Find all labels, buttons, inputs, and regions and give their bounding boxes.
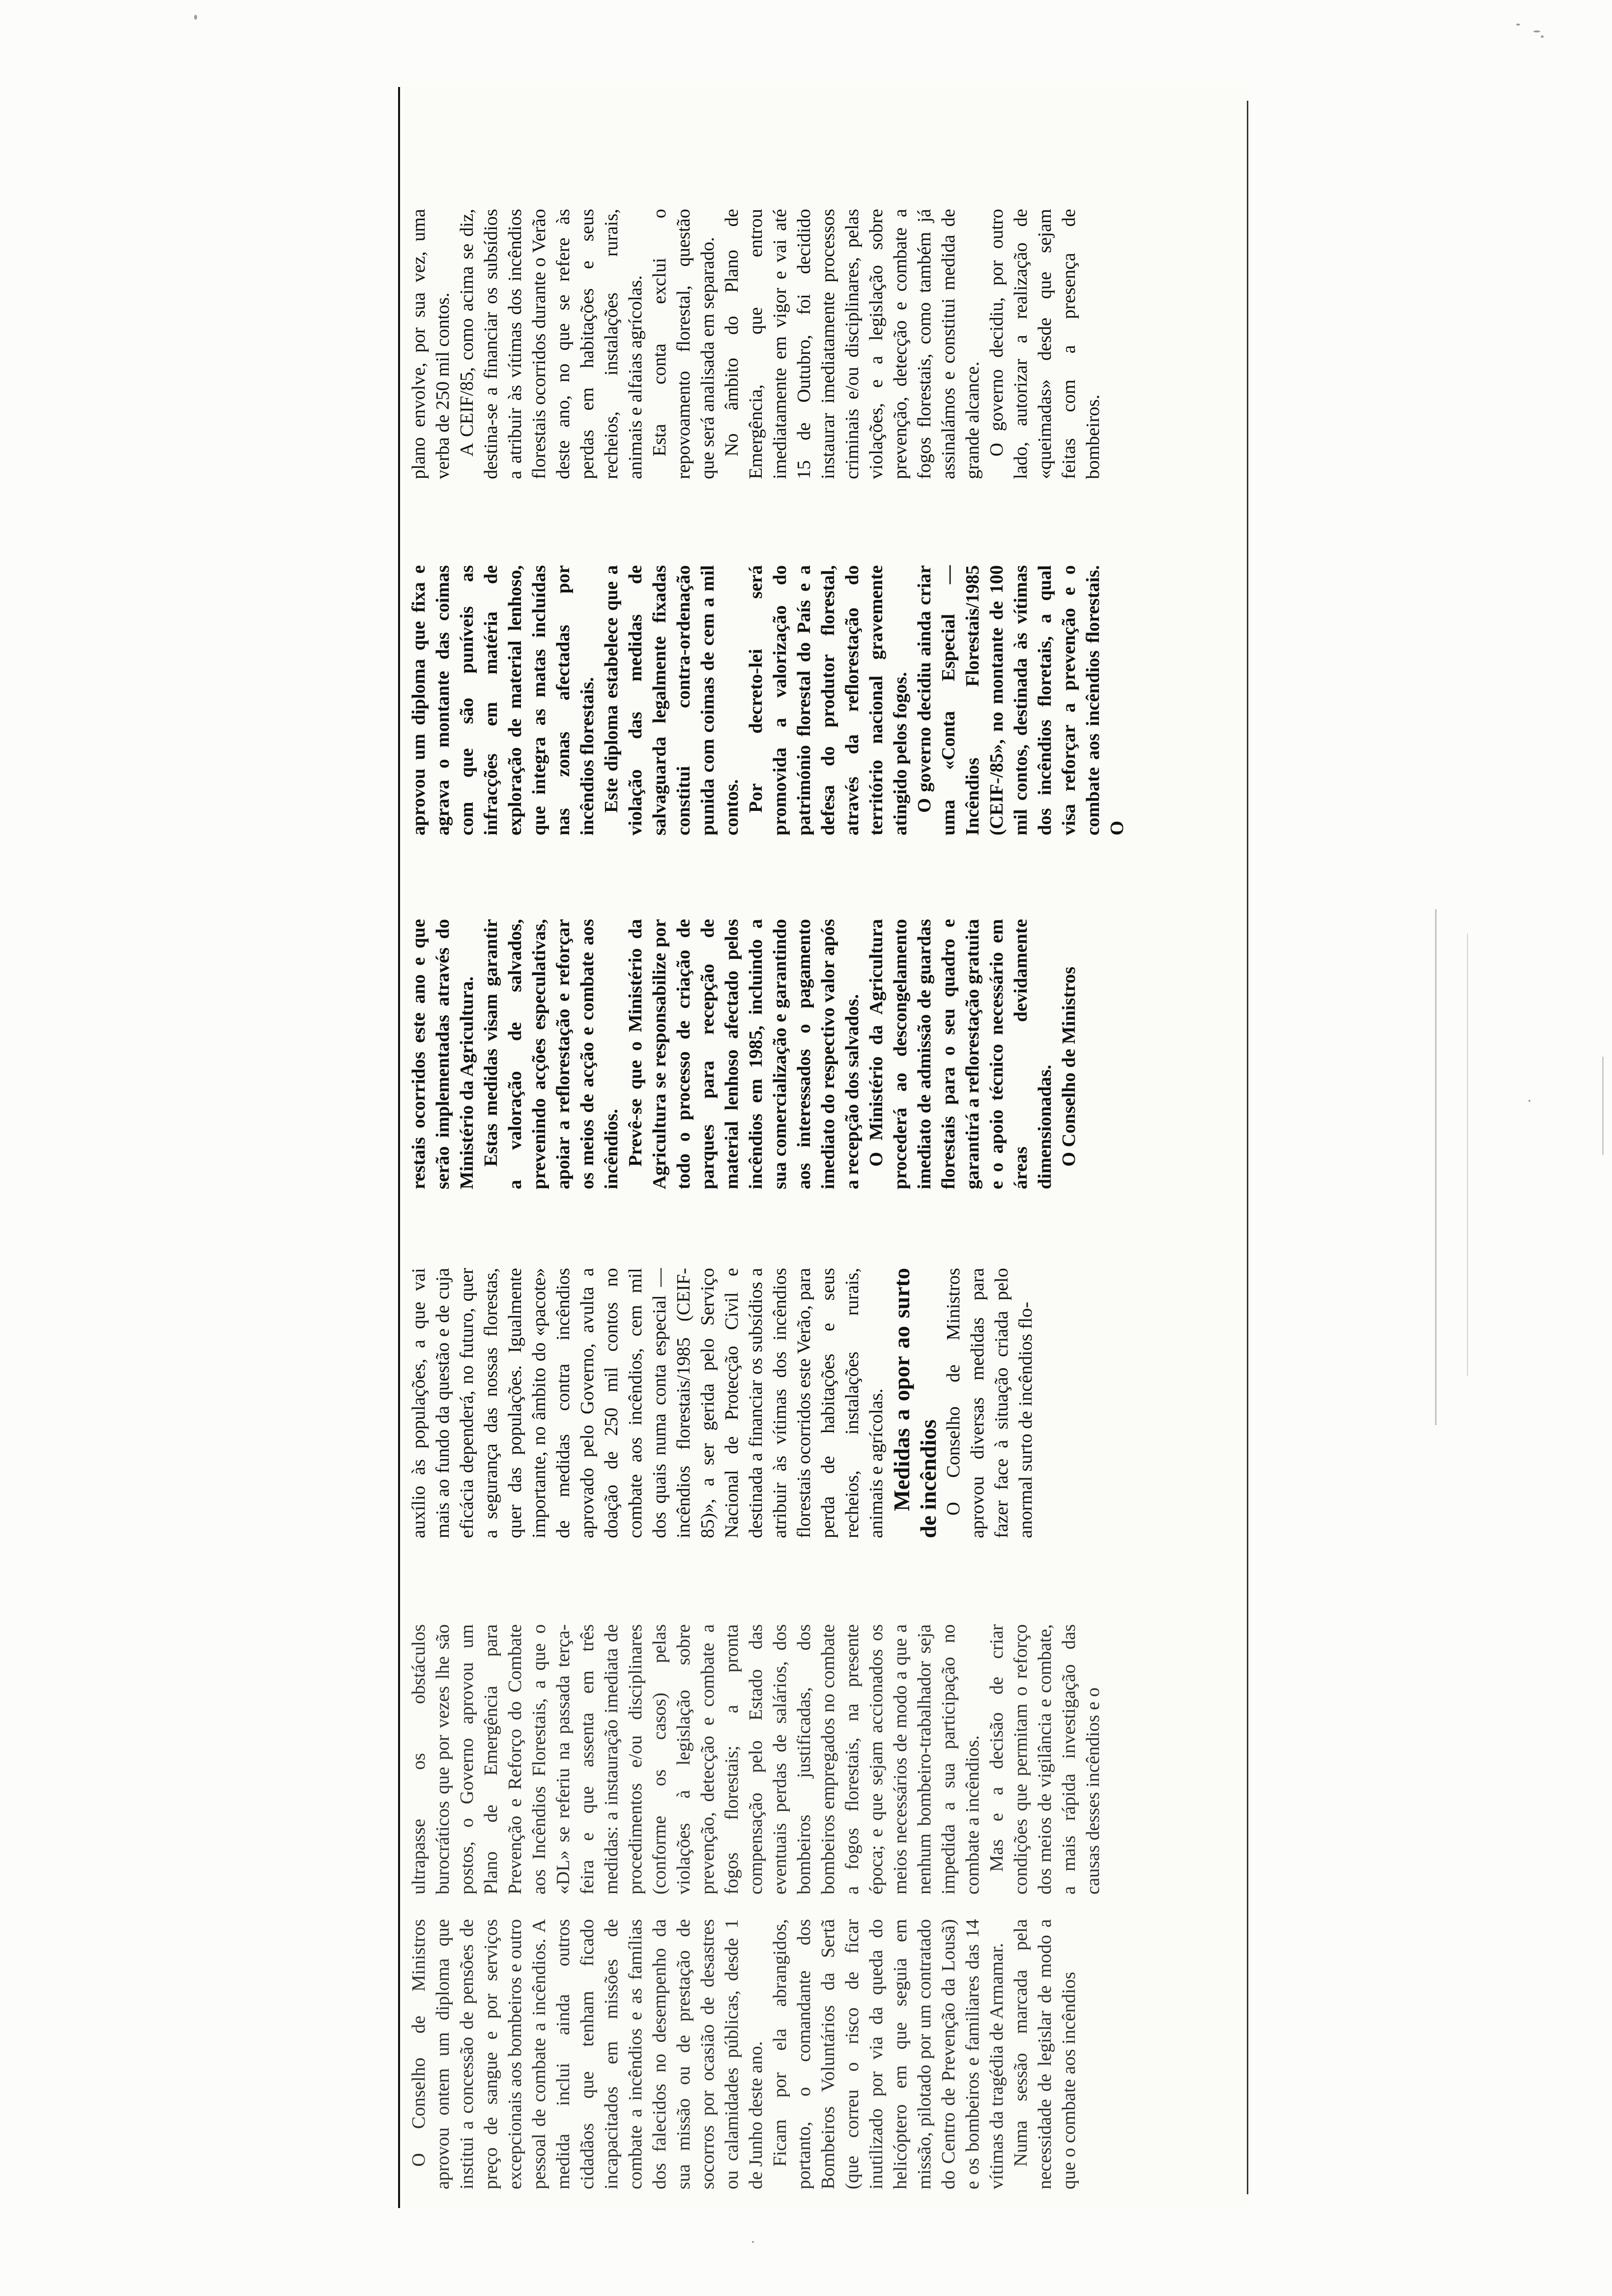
paragraph: Numa sessão marcada pela necessidade de legislar de modo a que o combate aos incêndios	[1010, 1919, 1079, 2189]
paragraph: Prevê-se que o Ministério da Agricultura se responsabilize por todo o processo de criação de parques para recepção de material lenhoso afectado pelos incêndios em 1985, incluindo a sua comercialização e garantindo aos interessados o pagamento imediato do respectivo valor após a recepção dos salvados.	[625, 919, 863, 1189]
paragraph: Esta conta exclui o repovoamento florestal, questão que será analisada em separado.	[649, 209, 718, 479]
paragraph: Este diploma estabelece que a violação das medidas de salvaguarda legalmente fixadas constitui contra-ordenação punida com coimas de cem a mil contos.	[601, 565, 742, 835]
paragraph: ultrapasse os obstáculos burocráticos que por vezes lhe são postos, o Governo aprovou um Plano de Emergência para Prevenção e Reforço do Combate aos Incêndios Florestais, a que o «DL» se referiu na passada terça-feira e que assenta em três medidas: a instauração imediata de procedimentos e/ou disciplinares (conforme os casos) pelas violações à legislação sobre prevenção, detecção e combate a fogos florestais; a pronta compensação pelo Estado das eventuais perdas de salários, dos bombeiros justificadas, dos bombeiros empregados no combate a fogos florestais, na presente época; e que sejam accionados os meios necessários de modo a que a nenhum bombeiro-trabalhador seja impedida a sua participação no combate a incêndios.	[408, 1624, 983, 1894]
paragraph: O Conselho de Ministros aprovou ontem um diploma que institui a concessão de pensões de preço de sangue e por serviços excepcionais aos bombeiros e outro pessoal de combate a incêndios. A medida inclui ainda outros cidadãos que tenham ficado incapacitados em missões de combate a incêndios e as famílias dos falecidos no desempenho da sua missão ou de prestação de socorros por ocasião de desastres ou calamidades públicas, desde 1 de Junho deste ano.	[408, 1919, 766, 2189]
article-column-2	[407, 1624, 1243, 1894]
clipping-top-rule	[398, 87, 400, 2208]
paragraph: Ficam por ela abrangidos, portanto, o comandante dos Bombeiros Voluntários da Sertã (que correu o risco de ficar inutilizado por via da queda do helicóptero em que seguia em missão, pilotado por um contratado do Centro de Prevenção da Lousã) e os bombeiros e familiares das 14 vítimas da tragédia de Armamar.	[770, 1919, 1007, 2189]
article-column-6	[407, 209, 1243, 479]
section-subheading: Medidas a opor ao surto de incêndios	[889, 1268, 941, 1538]
scan-speck	[1541, 35, 1544, 38]
paragraph: Por decreto-lei será promovida a valorização do património florestal do País e a defesa do produtor florestal, através da reflorestação do território nacional gravemente atingido pelos fogos.	[746, 565, 911, 835]
scan-speck	[1516, 24, 1520, 26]
article-column-4	[407, 919, 1243, 1189]
paragraph: O Conselho de Ministros aprovou diversas medidas para fazer face à situação criada pelo anormal surto de incêndios flo-	[943, 1268, 1036, 1538]
paragraph: Mas e a decisão de criar condições que permitam o reforço dos meios de vigilância e combate, a mais rápida investigação das causas desses incêndios e o	[986, 1624, 1103, 1894]
paragraph: plano envolve, por sua vez, uma verba de 250 mil contos.	[408, 209, 453, 479]
paragraph: O governo decidiu, por outro lado, autorizar a realização de «queimadas» desde que sejam feitas com a presença de bombeiros.	[986, 209, 1103, 479]
newspaper-clipping	[398, 86, 1248, 2209]
paragraph: auxílio às populações, a que vai mais ao fundo da questão e de cuja eficácia dependerá, no futuro, quer a segurança das nossas florestas, quer das populações. Igualmente importante, no âmbito do «pacote» de medidas contra incêndios aprovado pelo Governo, avulta a doação de 250 mil contos no combate aos incêndios, cem mil dos quais numa conta especial — incêndios florestais/1985 (CEIF-85)», a ser gerida pelo Serviço Nacional de Protecção Civil e destinada a financiar os subsídios a atribuir às vítimas dos incêndios florestais ocorridos este Verão, para perda de habitações e seus recheios, instalações rurais, animais e agrícolas.	[408, 1268, 887, 1538]
scan-speck	[1528, 1100, 1530, 1102]
scan-edge-noise	[1602, 1057, 1604, 1155]
paragraph: aprovou um diploma que fixa e agrava o montante das coimas com que são puníveis as infracções em matéria de exploração de material lenhoso, que integra as matas incluídas nas zonas afectadas por incêndios florestais.	[408, 565, 598, 835]
paragraph: restais ocorridos este ano e que serão implementadas através do Ministério da Agricultura.	[408, 919, 477, 1189]
paragraph: O Conselho de Ministros	[1059, 967, 1079, 1167]
article-column-5	[407, 565, 1243, 835]
paragraph: O governo decidiu ainda criar uma «Conta Especial — Incêndios Florestais/1985 (CEIF-/85», no montante de 100 mil contos, destinada às vítimas dos incêndios floretais, a qual visa reforçar a prevenção e o combate aos incêndios florestais. O	[914, 565, 1127, 835]
paragraph: Estas medidas visam garantir a valoração de salvados, prevenindo acções especulativas, apoiar a reflorestação e reforçar os meios de acção e combate aos incêndios.	[481, 919, 622, 1189]
scan-edge-noise	[1435, 909, 1437, 1425]
scan-speck	[1533, 30, 1540, 32]
paragraph: O Ministério da Agricultura procederá ao descongelamento imediato de admissão de guardas florestais para o seu quadro e garantirá a reflorestação gratuita e o apoio técnico necessário em áreas devidamente dimensionadas.	[866, 919, 1055, 1189]
scan-edge-noise	[1467, 934, 1468, 1376]
clipping-bottom-rule	[1247, 101, 1248, 2194]
scan-speck	[194, 15, 197, 20]
article-column-3	[407, 1268, 1243, 1538]
article-column-1	[407, 1919, 1243, 2189]
scan-speck	[752, 2241, 754, 2243]
paragraph: A CEIF/85, como acima se diz, destina-se a financiar os subsídios a atribuir às vítimas dos incêndios florestais ocorridos durante o Verão deste ano, no que se refere às perdas em habitações e seus recheios, instalações rurais, animais e alfaias agrícolas.	[457, 209, 646, 479]
paragraph: No âmbito do Plano de Emergência, que entrou imediatamente em vigor e vai até 15 de Outubro, foi decidido instaurar imediatamente processos criminais e/ou disciplinares, pelas violações, e a legislação sobre prevenção, detecção e combate a fogos florestais, como também já assinalámos e constitui medida de grande alcance.	[721, 209, 983, 479]
